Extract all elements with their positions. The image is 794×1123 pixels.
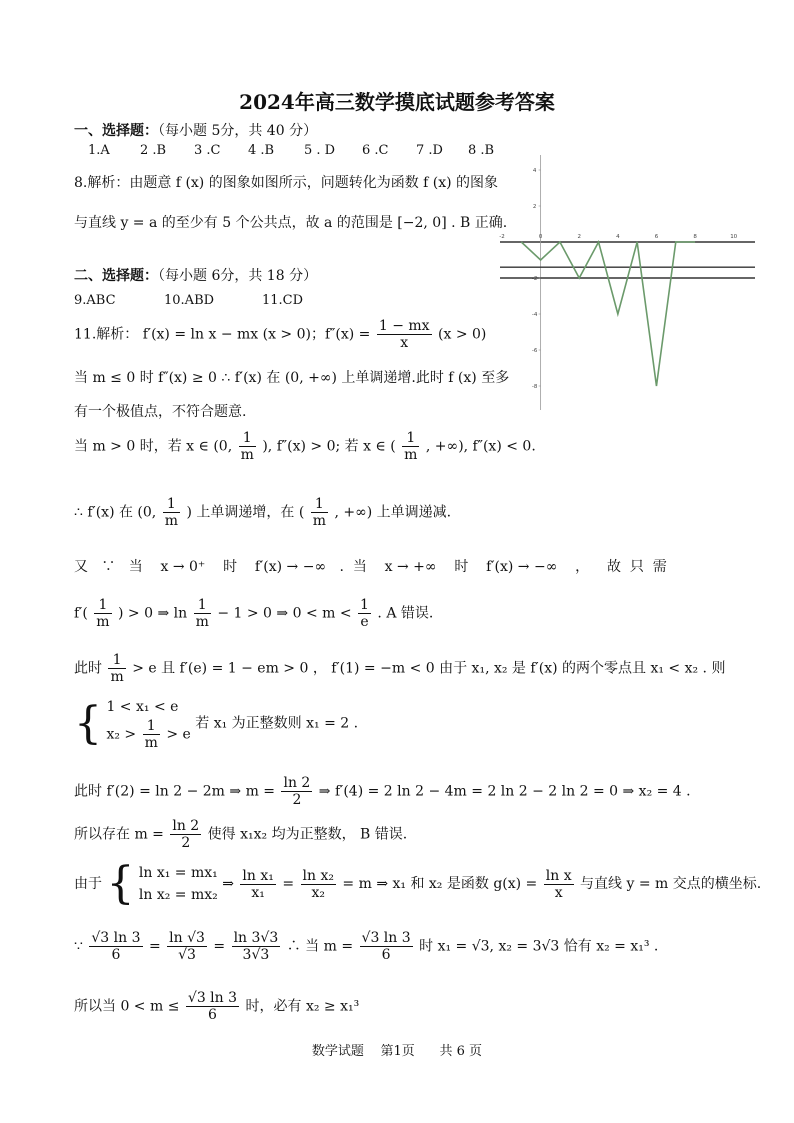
numerator: ln 2 xyxy=(283,775,311,791)
fraction xyxy=(232,930,281,963)
denominator: m xyxy=(240,447,254,463)
text: , +∞), f″(x) < 0. xyxy=(425,438,536,455)
text: ∵ xyxy=(74,938,83,955)
text: f′( xyxy=(74,605,88,622)
text: ), f″(x) > 0; 若 x ∈ ( xyxy=(262,438,396,455)
answer-item: 8 .B xyxy=(468,143,495,158)
numerator: 1 xyxy=(94,597,111,614)
numerator: 1 − mx xyxy=(378,318,430,334)
text: 所以存在 m = xyxy=(74,826,164,843)
denominator: m xyxy=(164,513,178,529)
numerator: ln 2 xyxy=(172,818,200,834)
x-tick-label: 4 xyxy=(616,234,620,240)
y-tick-label: -6 xyxy=(531,348,538,354)
denominator: m xyxy=(110,669,124,685)
denominator: m xyxy=(96,614,110,630)
answer-item: 6 .C xyxy=(362,143,389,158)
q11-line8 xyxy=(74,652,725,685)
denominator: x₂ xyxy=(311,884,325,901)
text: − 1 > 0 ⇒ 0 < m < xyxy=(217,605,352,622)
answer-item: 2 .B xyxy=(140,143,167,158)
system xyxy=(106,696,190,751)
system-row: 1 < x₁ < e xyxy=(106,699,179,715)
section2-heading: 二、选择题： xyxy=(74,268,158,284)
text: > e xyxy=(166,726,191,743)
fraction xyxy=(167,930,207,963)
fraction xyxy=(143,718,160,751)
denominator: m xyxy=(195,614,209,630)
text: ⇒ xyxy=(222,876,234,892)
denominator: m xyxy=(404,447,418,463)
q11-line2: 当 m ≤ 0 时 f″(x) ≥ 0 ∴ f′(x) 在 (0, +∞) 上单调递增.此时 f (x) 至多 xyxy=(74,370,510,386)
page-footer: 数学试题 第1页 共 6 页 xyxy=(311,1044,483,1059)
q11-line7 xyxy=(74,597,433,630)
numerator: 1 xyxy=(402,430,419,447)
text: 若 x₁ 为正整数则 x₁ = 2 . xyxy=(195,715,359,732)
numerator: ln x xyxy=(545,867,572,884)
text: ⇒ f′(4) = 2 ln 2 − 4m = 2 ln 2 − 2 ln 2 = 0 ⇒ x₂ = 4 . xyxy=(318,783,691,800)
text: , +∞) 上单调递减. xyxy=(334,504,452,521)
function-graph xyxy=(500,155,755,410)
system-row: ln x₂ = mx₂ xyxy=(138,887,218,903)
text: ) > 0 ⇒ ln xyxy=(118,605,188,622)
answer-item: 10.ABD xyxy=(164,293,215,308)
fraction xyxy=(163,496,180,529)
numerator: √3 ln 3 xyxy=(361,930,411,946)
answer-item: 3 .C xyxy=(194,143,221,158)
numerator: ln x₁ xyxy=(242,867,274,884)
denominator: 6 xyxy=(381,947,391,963)
fraction xyxy=(94,597,111,630)
q11-line3: 有一个极值点，不符合题意. xyxy=(74,404,247,420)
fraction xyxy=(108,652,125,685)
fraction xyxy=(311,496,328,529)
text: 所以当 0 < m ≤ xyxy=(74,998,180,1015)
fraction xyxy=(358,597,371,630)
fraction xyxy=(239,430,256,463)
text: 11.解析： f′(x) = ln x − mx (x > 0)；f″(x) = xyxy=(74,326,371,343)
section1-header xyxy=(74,120,317,140)
denominator: m xyxy=(144,735,158,751)
numerator: ln √3 xyxy=(169,930,205,946)
numerator: 1 xyxy=(108,652,125,669)
answer-item: 7 .D xyxy=(416,143,443,158)
x-tick-label: 6 xyxy=(654,234,659,240)
q11-line14 xyxy=(74,990,359,1023)
numerator: √3 ln 3 xyxy=(91,930,141,946)
denominator: √3 xyxy=(178,947,196,963)
page-title: 2024年高三数学摸底试题参考答案 xyxy=(239,90,555,114)
numerator: 1 xyxy=(311,496,328,513)
answer-item: 5 . D xyxy=(304,143,336,158)
text: 当 m > 0 时，若 x ∈ (0, xyxy=(74,438,233,455)
y-tick-label: 4 xyxy=(532,168,537,174)
text: = m ⇒ x₁ 和 x₂ 是函数 g(x) = xyxy=(342,876,538,892)
text: ∴ f′(x) 在 (0, xyxy=(74,504,157,521)
numerator: 1 xyxy=(194,597,211,614)
q8-line1: 8.解析：由题意 f (x) 的图象如图所示，问题转化为函数 f (x) 的图象 xyxy=(74,175,499,191)
denominator: x xyxy=(400,335,409,351)
x-tick-label: 10 xyxy=(730,234,738,240)
text: 此时 xyxy=(74,660,102,677)
section1-note: （每小题 5分，共 40 分） xyxy=(158,123,318,139)
denominator: e xyxy=(360,614,369,630)
text: x₂ > xyxy=(106,726,137,743)
fraction xyxy=(186,990,239,1023)
denominator: x xyxy=(554,884,563,901)
left-brace: { xyxy=(74,697,102,749)
fraction xyxy=(360,930,413,963)
numerator: √3 ln 3 xyxy=(187,990,238,1006)
text: 时，必有 x₂ ≥ x₁³ xyxy=(245,998,360,1015)
q11-line1 xyxy=(74,318,486,351)
x-tick-label: 2 xyxy=(577,234,581,240)
answer-item: 9.ABC xyxy=(74,293,116,308)
fraction xyxy=(194,597,211,630)
fraction xyxy=(281,775,312,808)
q11-line13: ∵ $\frac{√3 \ln 3}{6}$ = $\frac{\ln √3}{√3}$ = $\frac{\ln 3√3}{3√3}$ ∴ 当 m = $\frac{√3 \ln 3}{6}$ 时 x₁ = √3, x₂ = 3√3 恰有 x₂ = x₁³ . xyxy=(74,930,659,963)
system-row xyxy=(106,718,190,751)
y-tick-label: -8 xyxy=(531,384,538,390)
fraction xyxy=(544,868,574,901)
section1-heading: 一、选择题： xyxy=(74,123,158,139)
y-tick-label: -2 xyxy=(531,276,538,282)
denominator: 2 xyxy=(292,792,302,808)
q11-line10 xyxy=(74,775,691,808)
y-tick-label: -4 xyxy=(531,312,538,318)
section2-answers xyxy=(74,293,303,308)
fraction xyxy=(89,930,142,963)
numerator: ln 3√3 xyxy=(233,930,279,946)
x-tick-label: -2 xyxy=(499,234,505,240)
text: 由于 xyxy=(74,876,102,892)
answer-item: 11.CD xyxy=(262,293,304,308)
q11-line12: 由于 { ln x₁ = mx₁ ln x₂ = mx₂ ⇒ $\frac{\text{ln x₁}}{\text{x₁}}$ = $\frac{\text{ln x₂}}{\text{x₂}}$ = m ⇒ x₁ 和 x₂ 是函数 g(x) = $\frac{\text{ln x}}{x}$ 与直线 y = m 交点的横坐标. xyxy=(74,858,762,909)
q11-line4 xyxy=(74,430,536,463)
denominator: 3√3 xyxy=(242,947,270,963)
q11-line6: 又 ∵ 当 x → 0⁺ 时 f′(x) → −∞ . 当 x → +∞ 时 f′(x) → −∞ ， 故 只 需 xyxy=(74,559,667,575)
system xyxy=(139,862,218,906)
text: > e 且 f′(e) = 1 − em > 0 ， f′(1) = −m < 0 由于 x₁, x₂ 是 f′(x) 的两个零点且 x₁ < x₂ . 则 xyxy=(132,660,726,677)
denominator: m xyxy=(312,513,327,529)
x-tick-label: 8 xyxy=(693,234,697,240)
text: 与直线 y = m 交点的横坐标. xyxy=(580,876,762,892)
text: (x > 0) xyxy=(438,326,487,343)
answer-item: 1.A xyxy=(88,143,110,158)
answer-item: 4 .B xyxy=(248,143,275,158)
denominator: x₁ xyxy=(251,884,265,901)
text: . A 错误. xyxy=(377,605,434,622)
denominator: 6 xyxy=(208,1007,217,1023)
numerator: 1 xyxy=(163,496,180,513)
section2-note: （每小题 6分，共 18 分） xyxy=(158,268,318,284)
q8-line2: 与直线 y = a 的至少有 5 个公共点，故 a 的范围是 [−2, 0] . B 正确. xyxy=(74,215,508,231)
q11-line11 xyxy=(74,818,407,851)
text: ) 上单调递增，在 ( xyxy=(186,504,305,521)
fraction xyxy=(377,318,432,351)
system-row: ln x₁ = mx₁ xyxy=(138,865,218,881)
series-line xyxy=(521,242,695,386)
numerator: 1 xyxy=(143,718,160,735)
numerator: 1 xyxy=(239,430,256,447)
fraction xyxy=(170,818,201,851)
left-brace: { xyxy=(106,858,135,909)
fraction xyxy=(301,868,336,901)
text: 此时 f′(2) = ln 2 − 2m ⇒ m = xyxy=(74,783,276,800)
text: ∴ 当 m = xyxy=(286,938,354,955)
section2-header xyxy=(74,265,317,285)
denominator: 6 xyxy=(111,947,121,963)
fraction xyxy=(240,868,275,901)
fraction xyxy=(402,430,419,463)
denominator: 2 xyxy=(181,835,191,851)
y-tick-label: 2 xyxy=(532,204,537,210)
numerator: ln x₂ xyxy=(302,867,334,884)
x-tick-label: 0 xyxy=(538,234,543,240)
text: 使得 x₁x₂ 均为正整数， B 错误. xyxy=(207,826,408,843)
numerator: 1 xyxy=(360,597,369,613)
text: 时 x₁ = √3, x₂ = 3√3 恰有 x₂ = x₁³ . xyxy=(419,938,659,955)
q11-line9 xyxy=(74,696,358,751)
q11-line5 xyxy=(74,496,451,529)
section1-answers xyxy=(88,143,508,158)
